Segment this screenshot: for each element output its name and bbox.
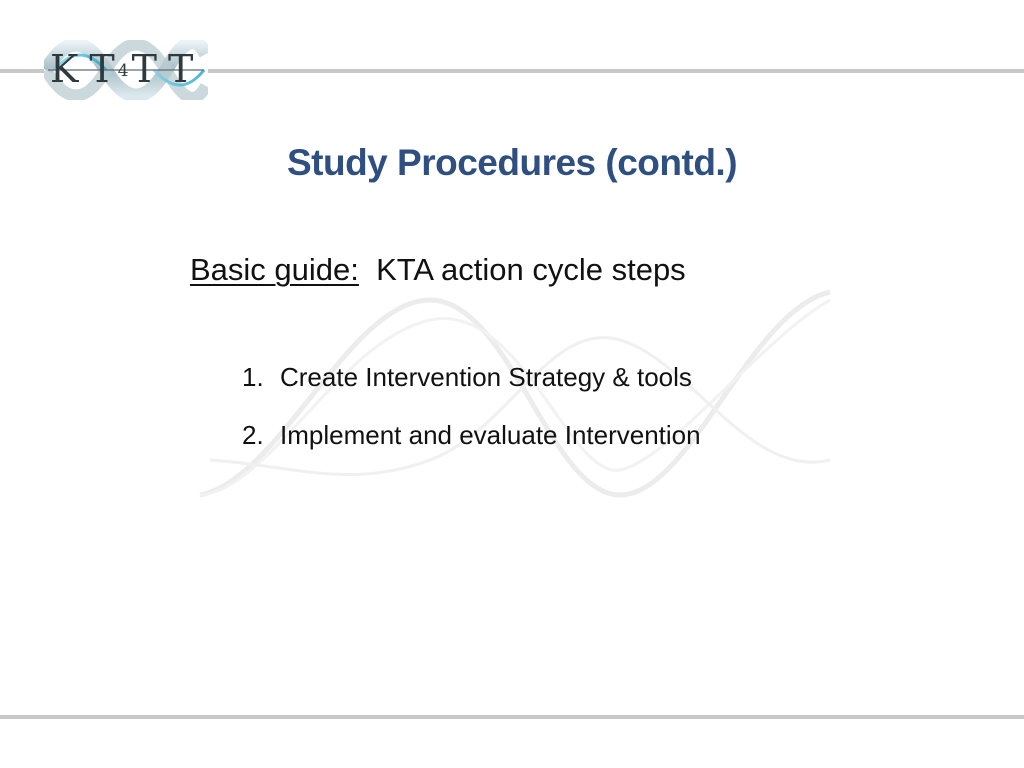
logo-letter: T [167, 47, 195, 91]
bottom-divider [0, 715, 1024, 719]
step-text: Create Intervention Strategy & tools [280, 362, 692, 392]
kt4tt-logo [44, 40, 208, 100]
subtitle [190, 252, 686, 288]
steps-list [242, 362, 701, 478]
step-item [242, 362, 701, 420]
logo-letter: T [131, 47, 158, 91]
logo-letter: T [89, 47, 116, 91]
step-text: Implement and evaluate Intervention [280, 420, 701, 450]
step-number: 2. [242, 420, 264, 450]
step-number: 1. [242, 362, 264, 392]
step-item [242, 420, 701, 478]
logo-letter: K [50, 47, 80, 91]
slide-title: Study Procedures (contd.) [286, 142, 738, 183]
logo-letter: 4 [117, 61, 130, 81]
subtitle-text: KTA action cycle steps [376, 252, 686, 287]
subtitle-label: Basic guide: [190, 252, 359, 287]
logo-wordmark [50, 47, 210, 97]
